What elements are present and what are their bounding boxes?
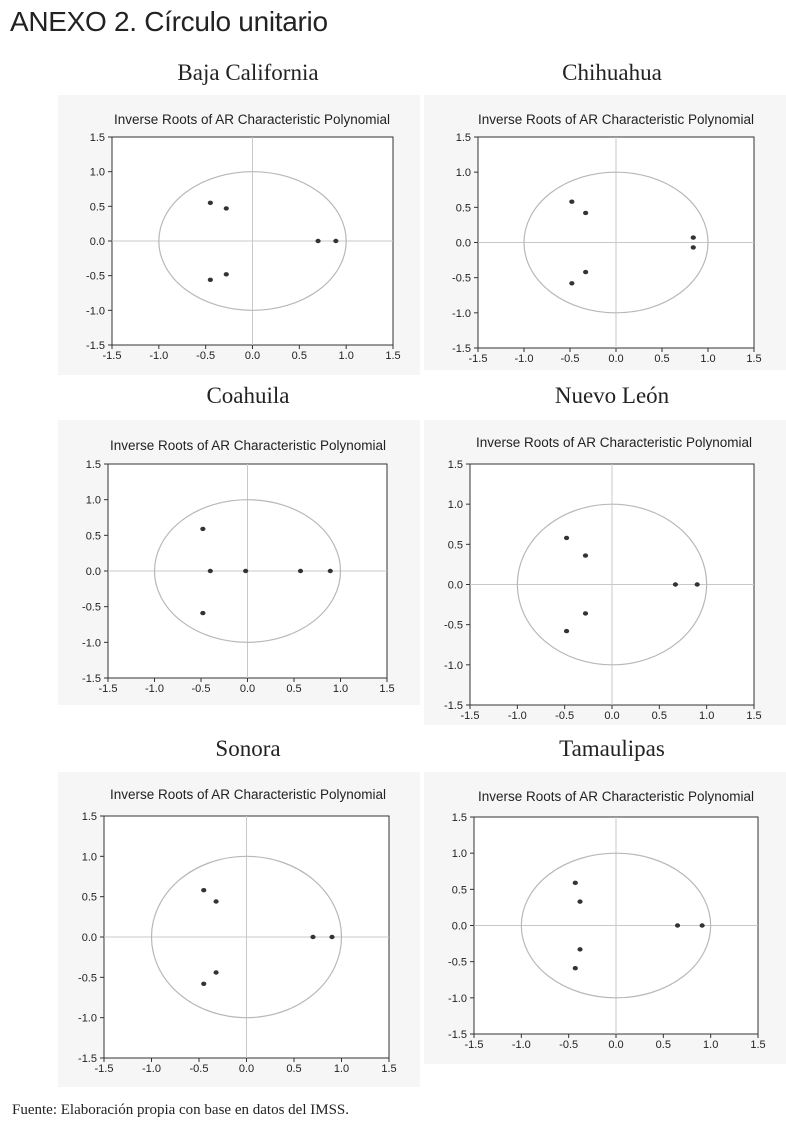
- root-point: [564, 629, 569, 633]
- root-point: [675, 923, 680, 927]
- x-tick-label: 0.0: [608, 1039, 624, 1051]
- y-tick-label: -0.5: [452, 272, 471, 285]
- x-tick-label: 1.5: [750, 1039, 766, 1051]
- root-point: [700, 923, 705, 927]
- x-tick-label: 1.0: [332, 683, 349, 695]
- x-tick-label: 0.5: [651, 710, 667, 722]
- y-tick-label: 1.0: [451, 848, 467, 861]
- y-tick-label: -1.5: [86, 340, 105, 352]
- y-tick-label: -1.5: [448, 1029, 467, 1041]
- x-tick-label: 0.0: [608, 353, 624, 365]
- unit-circle-chart: [58, 95, 420, 375]
- root-point: [577, 947, 582, 951]
- root-point: [329, 935, 334, 939]
- x-tick-label: -1.5: [94, 1063, 114, 1075]
- y-tick-label: 0.0: [81, 932, 97, 944]
- y-tick-label: -1.0: [86, 305, 105, 318]
- y-tick-label: -0.5: [78, 972, 97, 985]
- y-tick-label: 1.5: [89, 132, 105, 144]
- x-tick-label: -1.5: [464, 1039, 484, 1051]
- root-point: [208, 201, 213, 205]
- x-tick-label: -1.5: [102, 350, 122, 362]
- y-tick-label: 0.0: [451, 920, 467, 933]
- y-tick-label: 1.0: [455, 167, 471, 180]
- y-tick-label: 0.0: [85, 566, 101, 578]
- x-tick-label: 1.0: [700, 353, 716, 365]
- state-title: Coahuila: [206, 383, 290, 408]
- y-tick-label: 0.5: [81, 891, 97, 904]
- x-tick-label: -1.0: [511, 1039, 531, 1051]
- root-point: [328, 569, 333, 573]
- y-tick-label: 1.5: [451, 812, 467, 824]
- x-tick-label: 1.0: [699, 710, 715, 722]
- chart-title: Inverse Roots of AR Characteristic Polynomial: [113, 112, 391, 127]
- root-point: [695, 582, 700, 586]
- x-tick-label: 0.0: [604, 710, 620, 722]
- root-point: [208, 569, 213, 573]
- state-title: Tamaulipas: [559, 736, 665, 761]
- chart-title: Inverse Roots of AR Characteristic Polynomial: [475, 435, 753, 450]
- unit-circle-chart: [424, 95, 786, 370]
- chart-panel: [424, 772, 786, 1064]
- root-point: [583, 553, 588, 557]
- root-point: [569, 200, 574, 204]
- chart-title: Inverse Roots of AR Characteristic Polynomial: [109, 787, 387, 802]
- y-tick-label: 1.5: [455, 132, 471, 144]
- x-tick-label: 0.5: [286, 683, 302, 695]
- root-point: [200, 527, 205, 531]
- x-tick-label: -0.5: [555, 710, 575, 722]
- x-tick-label: -1.0: [149, 350, 169, 362]
- x-tick-label: -0.5: [189, 1063, 209, 1075]
- unit-circle-chart: [424, 420, 786, 725]
- y-tick-label: 1.0: [85, 494, 101, 507]
- root-point: [691, 245, 696, 249]
- y-tick-label: -1.0: [444, 659, 463, 672]
- y-tick-label: 0.0: [89, 236, 105, 248]
- x-tick-label: 0.5: [286, 1063, 302, 1075]
- y-tick-label: 1.5: [81, 811, 97, 823]
- x-tick-label: 1.5: [746, 353, 762, 365]
- y-tick-label: -1.0: [78, 1012, 97, 1025]
- x-tick-label: -0.5: [559, 1039, 579, 1051]
- root-point: [310, 935, 315, 939]
- root-point: [200, 611, 205, 615]
- state-title: Chihuahua: [562, 60, 662, 85]
- root-point: [201, 982, 206, 986]
- chart-panel: [58, 95, 420, 375]
- y-tick-label: 1.0: [89, 166, 105, 179]
- chart-title: Inverse Roots of AR Characteristic Polynomial: [477, 112, 755, 127]
- x-tick-label: 0.5: [655, 1039, 671, 1051]
- unit-circle-chart: [58, 420, 420, 705]
- x-tick-label: -0.5: [560, 353, 580, 365]
- root-point: [315, 239, 320, 243]
- source-note: [12, 1102, 349, 1119]
- root-point: [214, 970, 219, 974]
- x-tick-label: -1.0: [145, 683, 164, 695]
- root-point: [208, 278, 213, 282]
- x-tick-label: -0.5: [191, 683, 211, 695]
- source-institution: IMSS: [310, 1102, 346, 1118]
- chart-panel: [58, 772, 420, 1087]
- root-point: [224, 206, 229, 210]
- y-tick-label: 1.5: [85, 459, 101, 471]
- root-point: [564, 536, 569, 540]
- x-tick-label: 1.0: [333, 1063, 350, 1075]
- state-title: Sonora: [215, 736, 281, 761]
- y-tick-label: -1.5: [452, 343, 471, 355]
- x-tick-label: -1.5: [98, 683, 118, 695]
- y-tick-label: 0.0: [447, 579, 463, 592]
- chart-panel: [58, 420, 420, 705]
- y-tick-label: 0.5: [451, 884, 467, 897]
- x-tick-label: -1.0: [142, 1063, 161, 1075]
- y-tick-label: -0.5: [444, 619, 463, 632]
- unit-circle-chart: [58, 772, 420, 1087]
- root-point: [673, 582, 678, 586]
- x-tick-label: 0.0: [238, 1063, 255, 1075]
- state-title: Nuevo León: [554, 383, 670, 408]
- x-tick-label: 1.5: [381, 1063, 397, 1075]
- unit-circle-chart: [424, 772, 786, 1064]
- source-prefix: Fuente: Elaboración propia con base en datos del: [12, 1102, 311, 1118]
- y-tick-label: 1.5: [447, 459, 463, 471]
- x-tick-label: -0.5: [196, 350, 216, 362]
- page-title: ANEXO 2. Círculo unitario: [10, 6, 328, 37]
- chart-title: Inverse Roots of AR Characteristic Polynomial: [109, 438, 387, 453]
- y-tick-label: 0.5: [89, 201, 105, 214]
- y-tick-label: -0.5: [448, 956, 467, 969]
- y-tick-label: -1.5: [78, 1053, 97, 1065]
- y-tick-label: 0.5: [447, 539, 463, 552]
- root-point: [224, 272, 229, 276]
- root-point: [583, 270, 588, 274]
- y-tick-label: -1.0: [448, 992, 467, 1005]
- root-point: [298, 569, 303, 573]
- root-point: [569, 281, 574, 285]
- x-tick-label: 1.5: [385, 350, 401, 362]
- x-tick-label: 0.5: [291, 350, 307, 362]
- root-point: [573, 966, 578, 970]
- y-tick-label: 0.5: [455, 202, 471, 215]
- root-point: [583, 211, 588, 215]
- root-point: [583, 611, 588, 615]
- root-point: [577, 899, 582, 903]
- root-point: [243, 569, 248, 573]
- root-point: [201, 888, 206, 892]
- x-tick-label: 0.5: [654, 353, 670, 365]
- y-tick-label: -0.5: [86, 270, 105, 283]
- chart-panel: [424, 420, 786, 725]
- x-tick-label: 1.0: [703, 1039, 719, 1051]
- root-point: [214, 899, 219, 903]
- y-tick-label: 1.0: [447, 499, 463, 512]
- chart-title: Inverse Roots of AR Characteristic Polynomial: [477, 789, 755, 804]
- y-tick-label: -0.5: [82, 601, 101, 614]
- y-tick-label: 0.5: [85, 530, 101, 543]
- x-tick-label: 1.5: [379, 683, 395, 695]
- y-tick-label: -1.5: [444, 700, 463, 712]
- x-tick-label: 1.5: [746, 710, 762, 722]
- y-tick-label: -1.0: [452, 307, 471, 320]
- x-tick-label: -1.0: [514, 353, 534, 365]
- x-tick-label: -1.5: [460, 710, 480, 722]
- root-point: [333, 239, 338, 243]
- y-tick-label: 0.0: [455, 237, 471, 250]
- x-tick-label: -1.5: [468, 353, 488, 365]
- x-tick-label: -1.0: [507, 710, 527, 722]
- root-point: [573, 881, 578, 885]
- y-tick-label: -1.0: [82, 637, 101, 650]
- x-tick-label: 0.0: [244, 350, 261, 362]
- y-tick-label: 1.0: [81, 851, 97, 864]
- state-title: Baja California: [177, 60, 319, 85]
- x-tick-label: 0.0: [239, 683, 256, 695]
- root-point: [691, 235, 696, 239]
- chart-panel: [424, 95, 786, 370]
- y-tick-label: -1.5: [82, 673, 101, 685]
- source-suffix: .: [345, 1102, 350, 1118]
- x-tick-label: 1.0: [338, 350, 354, 362]
